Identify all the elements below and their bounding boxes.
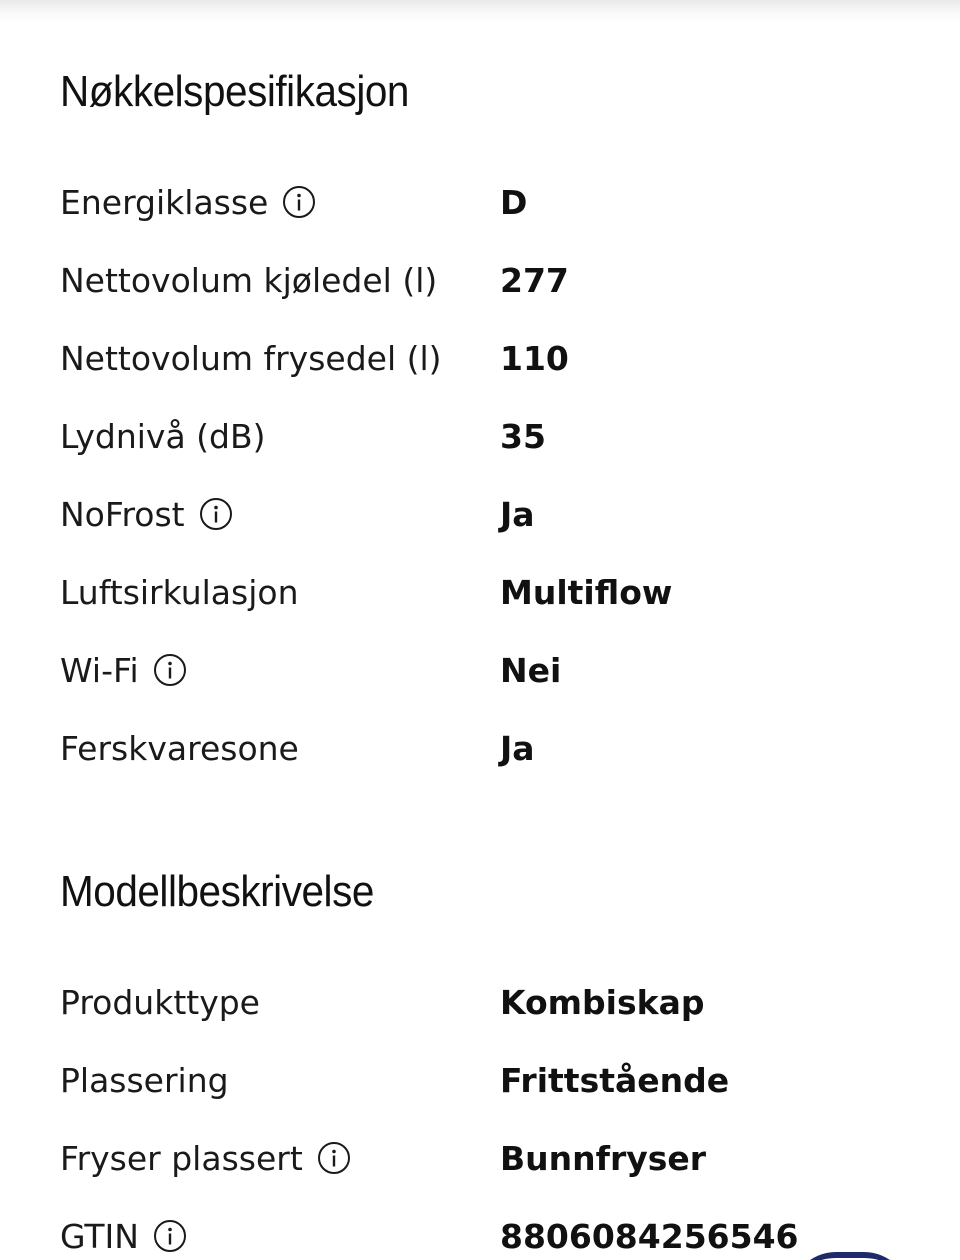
model-description-title: Modellbeskrivelse xyxy=(60,867,374,916)
spec-row-ferskvaresone xyxy=(0,724,960,772)
info-icon[interactable] xyxy=(153,1219,187,1253)
info-icon[interactable] xyxy=(153,653,187,687)
spec-label: Fryser plassert xyxy=(60,1138,303,1178)
spec-row-energiklasse xyxy=(0,178,960,226)
info-icon[interactable] xyxy=(199,497,233,531)
spec-value: D xyxy=(500,182,528,222)
spec-label: Plassering xyxy=(60,1060,229,1100)
spec-row-nofrost xyxy=(0,490,960,538)
spec-value: 277 xyxy=(500,260,569,300)
info-icon[interactable] xyxy=(317,1141,351,1175)
spec-row-gtin xyxy=(0,1212,960,1260)
spec-value: Ja xyxy=(500,494,535,534)
spec-label: Nettovolum frysedel (l) xyxy=(60,338,442,378)
spec-row-fryser-plassert xyxy=(0,1134,960,1182)
spec-value: Kombiskap xyxy=(500,982,705,1022)
spec-row-plassering xyxy=(0,1056,960,1104)
spec-label: Nettovolum kjøledel (l) xyxy=(60,260,438,300)
spec-value: Ja xyxy=(500,728,535,768)
spec-row-wifi xyxy=(0,646,960,694)
spec-row-produkttype xyxy=(0,978,960,1026)
spec-value: 8806084256546 xyxy=(500,1216,799,1256)
spec-label: Energiklasse xyxy=(60,182,269,222)
spec-value: Nei xyxy=(500,650,562,690)
info-icon[interactable] xyxy=(282,185,316,219)
spec-label: Luftsirkulasjon xyxy=(60,572,299,612)
spec-row-nettovolum-kjoledel xyxy=(0,256,960,304)
spec-label: Wi-Fi xyxy=(60,650,139,690)
spec-row-lydniva xyxy=(0,412,960,460)
spec-row-nettovolum-frysedel xyxy=(0,334,960,382)
key-specs-title: Nøkkelspesifikasjon xyxy=(60,67,409,116)
spec-label: NoFrost xyxy=(60,494,185,534)
spec-value: Multiflow xyxy=(500,572,673,612)
spec-label: Ferskvaresone xyxy=(60,728,299,768)
spec-value: 35 xyxy=(500,416,546,456)
spec-value: Frittstående xyxy=(500,1060,730,1100)
spec-label: Produkttype xyxy=(60,982,260,1022)
spec-label: GTIN xyxy=(60,1216,139,1256)
header-shadow xyxy=(0,0,960,22)
spec-value: 110 xyxy=(500,338,569,378)
spec-value: Bunnfryser xyxy=(500,1138,707,1178)
spec-row-luftsirkulasjon xyxy=(0,568,960,616)
spec-label: Lydnivå (dB) xyxy=(60,416,266,456)
